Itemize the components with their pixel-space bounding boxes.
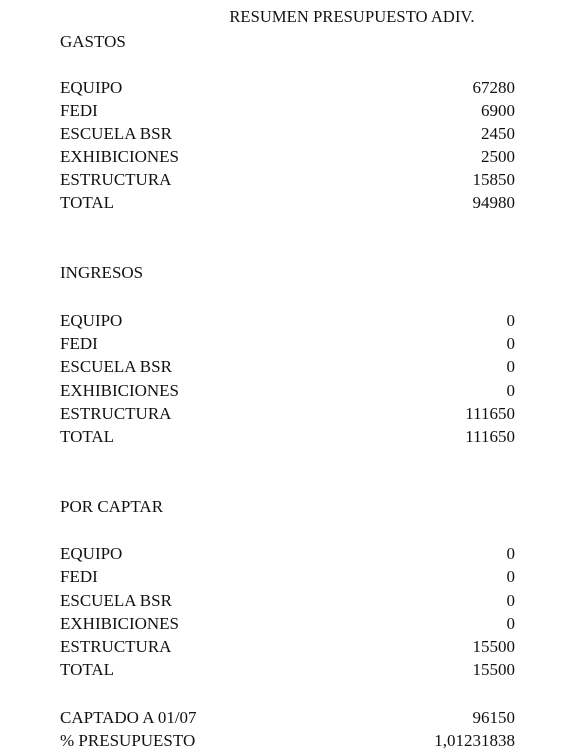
table-row xyxy=(60,77,515,99)
table-row xyxy=(60,566,515,588)
row-label: EQUIPO xyxy=(60,78,123,97)
row-value: 15500 xyxy=(472,637,515,656)
row-value: 15500 xyxy=(472,660,515,679)
row-value: 111650 xyxy=(465,404,515,423)
row-value: 2500 xyxy=(481,147,515,166)
table-row xyxy=(60,403,515,425)
row-value: 96150 xyxy=(472,708,515,727)
row-value: 0 xyxy=(506,334,515,353)
row-label: EQUIPO xyxy=(60,311,123,330)
table-row xyxy=(60,380,515,402)
row-label: ESTRUCTURA xyxy=(60,404,172,423)
table-row xyxy=(60,613,515,635)
captado-row xyxy=(60,707,515,729)
row-value: 111650 xyxy=(465,427,515,446)
presupuesto-percent-row xyxy=(60,730,515,752)
row-value: 0 xyxy=(506,591,515,610)
row-label: EQUIPO xyxy=(60,544,123,563)
row-value: 0 xyxy=(506,357,515,376)
table-row xyxy=(60,636,515,658)
table-row xyxy=(60,169,515,191)
row-label: CAPTADO A 01/07 xyxy=(60,708,197,727)
row-label: TOTAL xyxy=(60,193,115,212)
row-value: 94980 xyxy=(472,193,515,212)
total-row xyxy=(60,426,515,448)
row-value: 15850 xyxy=(472,170,515,189)
row-value: 6900 xyxy=(481,101,515,120)
row-label: ESCUELA BSR xyxy=(60,124,172,143)
table-row xyxy=(60,146,515,168)
row-label: TOTAL xyxy=(60,427,115,446)
row-label: FEDI xyxy=(60,567,98,586)
row-value: 2450 xyxy=(481,124,515,143)
table-row xyxy=(60,333,515,355)
row-label: ESCUELA BSR xyxy=(60,591,172,610)
total-row xyxy=(60,659,515,681)
row-value: 1,01231838 xyxy=(434,731,515,750)
section-heading-por-captar: POR CAPTAR xyxy=(60,497,164,516)
table-row xyxy=(60,310,515,332)
table-row xyxy=(60,100,515,122)
row-label: % PRESUPUESTO xyxy=(60,731,196,750)
row-label: EXHIBICIONES xyxy=(60,614,179,633)
table-row xyxy=(60,356,515,378)
row-value: 67280 xyxy=(472,78,515,97)
row-value: 0 xyxy=(506,544,515,563)
row-label: EXHIBICIONES xyxy=(60,147,179,166)
section-heading-gastos: GASTOS xyxy=(60,32,126,51)
total-row xyxy=(60,192,515,214)
row-label: TOTAL xyxy=(60,660,115,679)
row-label: ESTRUCTURA xyxy=(60,637,172,656)
row-label: FEDI xyxy=(60,334,98,353)
table-row xyxy=(60,543,515,565)
table-row xyxy=(60,123,515,145)
page-title: RESUMEN PRESUPUESTO ADIV. xyxy=(229,7,475,26)
row-value: 0 xyxy=(506,614,515,633)
row-value: 0 xyxy=(506,311,515,330)
row-label: FEDI xyxy=(60,101,98,120)
table-row xyxy=(60,590,515,612)
row-label: ESTRUCTURA xyxy=(60,170,172,189)
section-heading-ingresos: INGRESOS xyxy=(60,263,144,282)
row-value: 0 xyxy=(506,567,515,586)
row-label: ESCUELA BSR xyxy=(60,357,172,376)
row-label: EXHIBICIONES xyxy=(60,381,179,400)
row-value: 0 xyxy=(506,381,515,400)
